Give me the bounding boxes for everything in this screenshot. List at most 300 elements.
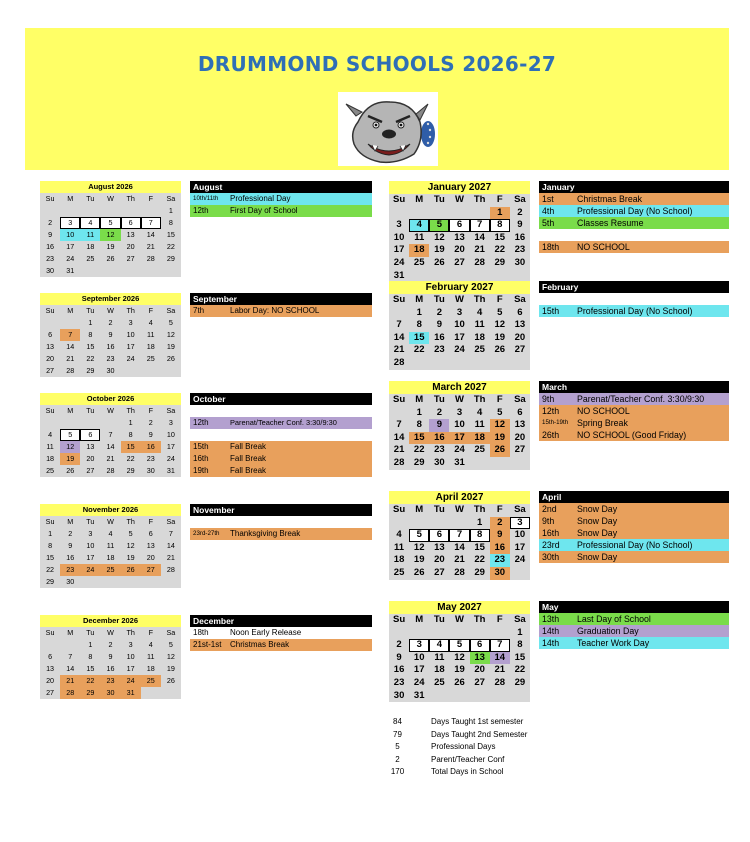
empty-day-cell xyxy=(60,317,80,329)
empty-day-cell xyxy=(470,357,490,370)
empty-day-cell xyxy=(100,265,120,277)
weekday-label: Tu xyxy=(433,394,445,405)
event-text xyxy=(230,429,372,441)
week-row xyxy=(389,332,530,345)
day-cell: 23 xyxy=(434,444,445,456)
event-row xyxy=(190,305,372,317)
day-cell: 30 xyxy=(146,466,155,475)
day-cell: 17 xyxy=(126,342,135,351)
week-row xyxy=(40,365,181,377)
event-row xyxy=(539,429,729,441)
events-heading: March xyxy=(539,381,729,393)
event-row xyxy=(539,551,729,563)
event-row xyxy=(190,441,372,453)
weekday-label: Su xyxy=(393,614,406,625)
day-cell: 4 xyxy=(476,406,483,418)
day-cell: 15 xyxy=(494,231,506,243)
day-cell: 24 xyxy=(393,256,405,268)
day-cell: 28 xyxy=(106,466,115,475)
day-cell: 17 xyxy=(393,244,405,256)
weekday-header-row xyxy=(40,305,181,317)
day-cell: 29 xyxy=(126,466,135,475)
weekday-label: Tu xyxy=(86,194,95,203)
summary-label: Days Taught 1st semester xyxy=(431,717,524,726)
day-cell: 13 xyxy=(514,319,526,331)
weekday-label: Su xyxy=(45,628,55,637)
weekday-label: Th xyxy=(126,406,135,415)
day-cell: 13 xyxy=(470,652,490,665)
day-cell: 5 xyxy=(60,429,80,441)
day-cell: 2 xyxy=(108,318,113,327)
day-cell: 14 xyxy=(166,541,175,550)
day-cell: 26 xyxy=(66,466,75,475)
events-heading: August xyxy=(190,181,372,193)
empty-day-cell xyxy=(449,357,469,370)
week-row xyxy=(40,229,181,241)
month-title: March 2027 xyxy=(389,381,530,394)
day-cell: 21 xyxy=(146,242,155,251)
week-row xyxy=(40,651,181,663)
day-cell: 27 xyxy=(474,676,485,688)
day-cell: 23 xyxy=(100,675,120,687)
day-cell: 3 xyxy=(456,306,463,318)
day-cell: 19 xyxy=(490,432,510,445)
day-cell: 14 xyxy=(66,664,75,673)
empty-day-cell xyxy=(40,205,60,217)
event-text: Thanksgiving Break xyxy=(230,529,301,538)
weekday-label: Sa xyxy=(166,194,176,203)
day-cell: 1 xyxy=(48,529,53,538)
event-date: 15th xyxy=(193,442,209,451)
event-date: 16th xyxy=(193,454,209,463)
day-cell: 11 xyxy=(147,652,155,661)
week-row xyxy=(389,207,530,220)
weekday-label: M xyxy=(415,194,424,205)
events-heading: May xyxy=(539,601,729,613)
day-cell: 4 xyxy=(409,219,429,232)
empty-day-cell xyxy=(510,357,530,370)
week-row xyxy=(389,677,530,690)
day-cell: 26 xyxy=(121,564,141,576)
event-row xyxy=(539,515,729,527)
event-row xyxy=(539,193,729,205)
day-cell: 13 xyxy=(46,664,55,673)
day-cell: 18 xyxy=(146,664,155,673)
weekday-label: Sa xyxy=(514,614,526,625)
event-text: Spring Break xyxy=(577,418,628,428)
events-nov xyxy=(190,504,372,540)
event-row xyxy=(539,205,729,217)
day-cell: 25 xyxy=(146,354,155,363)
day-cell: 22 xyxy=(166,242,175,251)
day-cell: 15 xyxy=(409,332,429,345)
day-cell: 1 xyxy=(168,206,173,215)
calendar-sep xyxy=(40,293,181,377)
day-cell: 12 xyxy=(413,541,425,553)
day-cell: 30 xyxy=(490,567,510,580)
calendar-oct xyxy=(40,393,181,477)
day-cell: 9 xyxy=(436,319,442,331)
empty-day-cell xyxy=(80,265,100,277)
day-cell: 24 xyxy=(413,676,425,688)
week-row xyxy=(40,329,181,341)
day-cell: 19 xyxy=(434,244,445,256)
summary-row xyxy=(384,729,527,742)
day-cell: 22 xyxy=(80,675,100,687)
day-cell: 31 xyxy=(454,456,465,468)
event-text: Snow Day xyxy=(577,552,618,562)
day-cell: 11 xyxy=(474,419,485,431)
events-dec xyxy=(190,615,372,651)
week-row xyxy=(40,453,181,465)
weekday-label: Tu xyxy=(86,517,95,526)
empty-day-cell xyxy=(449,690,469,703)
events-heading: December xyxy=(190,615,372,627)
day-cell: 9 xyxy=(108,652,113,661)
event-text: Snow Day xyxy=(577,504,618,514)
day-cell: 25 xyxy=(413,256,425,268)
day-cell: 17 xyxy=(514,541,526,553)
week-row xyxy=(40,564,181,576)
day-cell: 9 xyxy=(48,230,53,239)
day-cell: 2 xyxy=(48,218,53,227)
day-cell: 21 xyxy=(454,554,465,566)
day-cell: 10 xyxy=(126,330,135,339)
weekday-label: F xyxy=(496,504,503,515)
weekday-header-row xyxy=(40,405,181,417)
day-cell: 3 xyxy=(409,639,429,652)
event-text: Fall Break xyxy=(230,454,267,463)
event-text: Professional Day xyxy=(230,194,291,203)
event-date: 19th xyxy=(193,466,209,475)
day-cell: 3 xyxy=(128,318,133,327)
day-cell: 7 xyxy=(470,219,490,232)
empty-day-cell xyxy=(409,357,429,370)
day-cell: 6 xyxy=(48,330,53,339)
day-cell: 9 xyxy=(517,219,523,231)
empty-day-cell xyxy=(429,690,449,703)
month-title: October 2026 xyxy=(40,393,181,405)
bulldog-mascot-logo xyxy=(338,92,438,166)
day-cell: 10 xyxy=(514,529,526,541)
summary-table xyxy=(384,716,527,779)
event-date: 14th xyxy=(542,638,560,648)
event-date: 12th xyxy=(542,406,560,416)
week-row xyxy=(40,465,181,477)
day-cell: 19 xyxy=(126,553,135,562)
week-row xyxy=(40,417,181,429)
events-heading: September xyxy=(190,293,372,305)
empty-day-cell xyxy=(490,690,510,703)
event-text: Parenat/Teacher Conf. 3:30/9:30 xyxy=(577,394,705,404)
empty-day-cell xyxy=(40,417,60,429)
day-cell: 19 xyxy=(454,664,465,676)
weekday-label: Sa xyxy=(514,394,526,405)
day-cell: 13 xyxy=(46,342,55,351)
weekday-label: Sa xyxy=(514,194,526,205)
event-text xyxy=(577,229,729,241)
calendar-mar xyxy=(389,381,530,470)
day-cell: 24 xyxy=(454,344,465,356)
weekday-label: F xyxy=(148,628,153,637)
empty-day-cell xyxy=(449,207,469,220)
month-title: April 2027 xyxy=(389,491,530,504)
weekday-label: Sa xyxy=(514,294,526,305)
day-cell: 28 xyxy=(393,456,405,468)
week-row xyxy=(389,357,530,370)
summary-row xyxy=(384,754,527,767)
day-cell: 29 xyxy=(86,366,95,375)
weekday-header-row xyxy=(389,504,530,517)
week-row xyxy=(40,341,181,353)
day-cell: 25 xyxy=(434,676,445,688)
day-cell: 4 xyxy=(148,640,153,649)
day-cell: 24 xyxy=(66,254,75,263)
week-row xyxy=(40,639,181,651)
weekday-label: F xyxy=(496,194,503,205)
day-cell: 28 xyxy=(393,356,405,368)
calendar-may xyxy=(389,601,530,702)
event-date: 4th xyxy=(542,206,555,216)
week-row xyxy=(40,540,181,552)
day-cell: 17 xyxy=(449,432,469,445)
week-row xyxy=(389,219,530,232)
empty-day-cell xyxy=(510,690,530,703)
day-cell: 13 xyxy=(86,442,95,451)
week-row xyxy=(40,241,181,253)
event-text: Professional Day (No School) xyxy=(577,206,693,216)
event-date: 23rd xyxy=(542,540,560,550)
day-cell: 23 xyxy=(393,676,405,688)
weekday-label: Tu xyxy=(433,294,445,305)
week-row xyxy=(40,441,181,453)
day-cell: 29 xyxy=(494,256,506,268)
event-row xyxy=(539,613,729,625)
summary-label: Parent/Teacher Conf xyxy=(431,754,505,764)
day-cell: 27 xyxy=(46,366,55,375)
empty-day-cell xyxy=(409,207,429,220)
weekday-label: Th xyxy=(473,614,486,625)
day-cell: 23 xyxy=(60,564,80,576)
day-cell: 20 xyxy=(514,431,526,443)
day-cell: 30 xyxy=(100,687,120,699)
day-cell: 31 xyxy=(413,689,425,701)
week-row xyxy=(40,576,181,588)
empty-day-cell xyxy=(161,265,181,277)
day-cell: 17 xyxy=(126,664,135,673)
month-title: February 2027 xyxy=(389,281,530,294)
day-cell: 8 xyxy=(416,319,422,331)
empty-day-cell xyxy=(470,207,490,220)
day-cell: 8 xyxy=(490,219,510,232)
day-cell: 6 xyxy=(48,652,53,661)
day-cell: 16 xyxy=(106,342,115,351)
day-cell: 5 xyxy=(429,219,449,232)
day-cell: 23 xyxy=(106,354,115,363)
empty-day-cell xyxy=(490,627,510,640)
event-date: 2nd xyxy=(542,504,557,514)
event-text: Professional Day (No School) xyxy=(577,306,693,316)
day-cell: 16 xyxy=(490,542,510,555)
weekday-header-row xyxy=(389,614,530,627)
weekday-header-row xyxy=(40,627,181,639)
weekday-header-row xyxy=(389,294,530,307)
day-cell: 14 xyxy=(454,541,465,553)
day-cell: 10 xyxy=(454,419,465,431)
day-cell: 10 xyxy=(86,541,95,550)
week-row xyxy=(40,265,181,277)
event-row xyxy=(190,453,372,465)
event-text: NO SCHOOL (Good Friday) xyxy=(577,430,687,440)
week-row xyxy=(389,529,530,542)
day-cell: 8 xyxy=(470,529,490,542)
event-spacer-row xyxy=(190,405,372,417)
month-title: January 2027 xyxy=(389,181,530,194)
weekday-header-row xyxy=(389,394,530,407)
empty-day-cell xyxy=(141,205,161,217)
day-cell: 18 xyxy=(393,554,405,566)
day-cell: 19 xyxy=(413,554,425,566)
day-cell: 21 xyxy=(494,664,506,676)
day-cell: 24 xyxy=(514,554,526,566)
empty-day-cell xyxy=(429,517,449,530)
event-row xyxy=(539,305,729,317)
summary-row xyxy=(384,766,527,779)
day-cell: 14 xyxy=(474,231,485,243)
day-cell: 28 xyxy=(146,254,155,263)
day-cell: 3 xyxy=(510,517,530,530)
calendar-nov xyxy=(40,504,181,588)
day-cell: 6 xyxy=(470,639,490,652)
empty-day-cell xyxy=(60,205,80,217)
event-row xyxy=(539,417,729,429)
day-cell: 22 xyxy=(413,344,425,356)
day-cell: 5 xyxy=(449,639,469,652)
empty-day-cell xyxy=(141,576,161,588)
weekday-label: M xyxy=(67,306,74,315)
day-cell: 25 xyxy=(86,254,95,263)
empty-day-cell xyxy=(389,627,409,640)
day-cell: 18 xyxy=(46,454,55,463)
empty-day-cell xyxy=(510,567,530,580)
week-row xyxy=(389,639,530,652)
week-row xyxy=(389,344,530,357)
day-cell: 21 xyxy=(166,553,175,562)
day-cell: 1 xyxy=(517,626,523,638)
weekday-label: Th xyxy=(126,194,135,203)
day-cell: 2 xyxy=(148,418,153,427)
day-cell: 2 xyxy=(490,517,510,530)
weekday-label: Tu xyxy=(433,504,445,515)
day-cell: 7 xyxy=(68,652,73,661)
day-cell: 9 xyxy=(68,541,73,550)
empty-day-cell xyxy=(100,205,120,217)
empty-day-cell xyxy=(121,205,141,217)
event-date: 9th xyxy=(542,394,555,404)
weekday-label: W xyxy=(455,194,464,205)
event-date: 21st-1st xyxy=(193,640,222,649)
day-cell: 25 xyxy=(393,566,405,578)
weekday-label: Sa xyxy=(166,306,176,315)
events-mar xyxy=(539,381,729,441)
event-text: First Day of School xyxy=(230,206,298,215)
event-date: 13th xyxy=(542,614,560,624)
day-cell: 30 xyxy=(393,689,405,701)
day-cell: 27 xyxy=(141,564,161,576)
day-cell: 1 xyxy=(416,306,422,318)
event-text xyxy=(577,293,729,305)
event-row xyxy=(190,465,372,477)
day-cell: 30 xyxy=(434,456,445,468)
day-cell: 18 xyxy=(86,242,95,251)
day-cell: 4 xyxy=(48,430,53,439)
day-cell: 4 xyxy=(108,529,113,538)
day-cell: 21 xyxy=(393,444,405,456)
day-cell: 6 xyxy=(429,529,449,542)
events-heading: October xyxy=(190,393,372,405)
day-cell: 11 xyxy=(147,330,155,339)
week-row xyxy=(389,554,530,567)
day-cell: 10 xyxy=(454,319,465,331)
day-cell: 1 xyxy=(476,516,483,528)
day-cell: 20 xyxy=(146,553,155,562)
week-row xyxy=(389,419,530,432)
weekday-label: F xyxy=(148,406,153,415)
day-cell: 4 xyxy=(476,306,483,318)
day-cell: 3 xyxy=(456,406,463,418)
event-spacer-row xyxy=(539,229,729,241)
weekday-label: F xyxy=(496,614,503,625)
event-row xyxy=(539,527,729,539)
day-cell: 27 xyxy=(514,344,526,356)
day-cell: 3 xyxy=(88,529,93,538)
weekday-label: W xyxy=(107,517,114,526)
day-cell: 2 xyxy=(517,206,523,218)
day-cell: 3 xyxy=(60,217,80,229)
event-date: 18th xyxy=(193,628,209,637)
events-heading: January xyxy=(539,181,729,193)
day-cell: 4 xyxy=(396,529,402,541)
week-row xyxy=(389,307,530,320)
week-row xyxy=(389,517,530,530)
week-row xyxy=(389,257,530,270)
week-row xyxy=(389,457,530,470)
day-cell: 28 xyxy=(66,366,75,375)
day-cell: 27 xyxy=(434,566,445,578)
day-cell: 21 xyxy=(60,675,80,687)
weekday-label: W xyxy=(107,628,114,637)
day-cell: 25 xyxy=(100,564,120,576)
day-cell: 25 xyxy=(141,675,161,687)
week-row xyxy=(389,319,530,332)
day-cell: 26 xyxy=(413,566,425,578)
week-row xyxy=(40,663,181,675)
day-cell: 19 xyxy=(166,342,175,351)
day-cell: 15 xyxy=(474,541,485,553)
day-cell: 30 xyxy=(514,256,526,268)
summary-row xyxy=(384,741,527,754)
day-cell: 2 xyxy=(68,529,73,538)
week-row xyxy=(40,528,181,540)
event-date xyxy=(539,293,577,305)
empty-day-cell xyxy=(449,627,469,640)
event-date: 16th xyxy=(542,528,560,538)
day-cell: 12 xyxy=(126,541,135,550)
day-cell: 24 xyxy=(126,354,135,363)
week-row xyxy=(40,217,181,229)
weekday-label: M xyxy=(415,614,424,625)
day-cell: 16 xyxy=(66,553,75,562)
